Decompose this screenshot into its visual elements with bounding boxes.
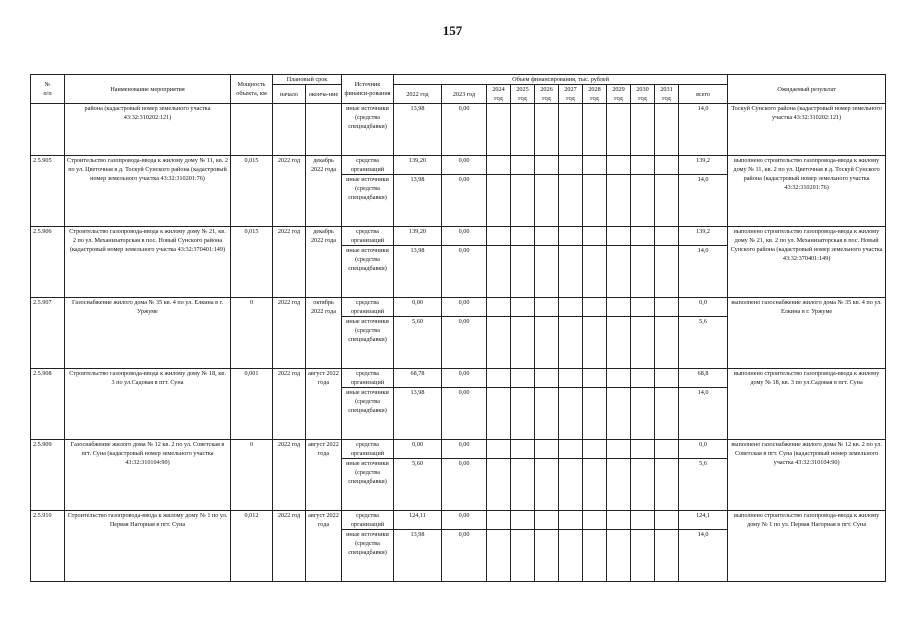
row-start: 2022 год: [273, 227, 306, 298]
source-org: средства организаций: [342, 440, 394, 459]
row-num: [31, 104, 65, 156]
header-year: 2025 год: [511, 85, 535, 104]
value-2022: 5,60: [394, 459, 442, 511]
header-result: Ожидаемый результат: [728, 75, 886, 104]
header-year: 2024 год: [487, 85, 511, 104]
row-capacity: 0: [231, 440, 273, 511]
row-name: Строительство газопровода-ввода к жилому дому № 18, кв. 3 по ул.Садовая в пгт. Суна: [65, 369, 231, 440]
value-total: 14,0: [679, 388, 728, 440]
header-year: 2031 год: [655, 85, 679, 104]
value-2022: 139,20: [394, 227, 442, 246]
row-capacity: 0,012: [231, 511, 273, 582]
header-start: начало: [273, 85, 306, 104]
value-2023: 0,00: [442, 459, 487, 511]
value-2023: 0,00: [442, 388, 487, 440]
value-2022: 5,60: [394, 317, 442, 369]
row-capacity: 0: [231, 298, 273, 369]
source-org: средства организаций: [342, 227, 394, 246]
row-capacity: 0,015: [231, 227, 273, 298]
value-total: 14,0: [679, 530, 728, 582]
row-result: выполнено строительство газопровода-ввода к жилому дому № 1 по ул. Первая Нагорная в пгт. Суна: [728, 511, 886, 582]
value-2022: 13,98: [394, 388, 442, 440]
source-org: средства организаций: [342, 369, 394, 388]
value-2022: 0,00: [394, 440, 442, 459]
value-2023: 0,00: [442, 156, 487, 175]
source-other: иные источники (средства спецнадбавки): [342, 459, 394, 511]
value-total: 0,0: [679, 440, 728, 459]
row-num: 2.5.907: [31, 298, 65, 369]
row-result: выполнено строительство газопровода-ввода к жилому дому № 11, кв. 2 по ул. Цветочная в д. Тоскуй Сунского района (кадастровый номер земельного участка 43:32:310201:76): [728, 156, 886, 227]
header-year: 2022 год: [394, 85, 442, 104]
row-capacity: 0,001: [231, 369, 273, 440]
row-name: района (кадастровый номер земельного участка 43:32:310202:121): [65, 104, 231, 156]
value-total: 5,6: [679, 317, 728, 369]
value-total: 0,0: [679, 298, 728, 317]
value-2023: 0,00: [442, 298, 487, 317]
value-2022: 13,98: [394, 175, 442, 227]
value-2022: 124,11: [394, 511, 442, 530]
value-2023: 0,00: [442, 530, 487, 582]
header-funding: Объем финансирования, тыс. рублей: [394, 75, 728, 85]
row-num: 2.5.910: [31, 511, 65, 582]
row-num: 2.5.908: [31, 369, 65, 440]
source-other: иные источники (средства спецнадбавки): [342, 388, 394, 440]
row-num: 2.5.906: [31, 227, 65, 298]
value-2022: 13,98: [394, 246, 442, 298]
source-org: средства организаций: [342, 511, 394, 530]
row-result: выполнено строительство газопровода-ввода к жилому дому № 21, кв. 2 по ул. Механизаторская в пос. Новый Сунского района (кадастровый номер земельного участка 43:32:370401:149): [728, 227, 886, 298]
header-total: всего: [679, 85, 728, 104]
value-2022: 68,78: [394, 369, 442, 388]
value-2023: 0,00: [442, 227, 487, 246]
table-row: [31, 369, 886, 388]
row-capacity: 0,015: [231, 156, 273, 227]
value-total: 124,1: [679, 511, 728, 530]
row-start: 2022 год: [273, 369, 306, 440]
value-2022: 13,98: [394, 104, 442, 156]
row-end: декабрь 2022 года: [306, 156, 342, 227]
value-2022: 139,20: [394, 156, 442, 175]
header-name: Наименование мероприятия: [65, 75, 231, 104]
row-num: 2.5.905: [31, 156, 65, 227]
row-result: выполнено строительство газопровода-ввода к жилому дому № 18, кв. 3 по ул.Садовая в пгт. Суна: [728, 369, 886, 440]
page-number: 157: [442, 23, 463, 38]
row-name: Строительство газопровода-ввода к жилому дому № 11, кв. 2 по ул. Цветочная в д. Тоскуй Сунского района (кадастровый номер земельного участка 43:32:310201:76): [65, 156, 231, 227]
row-end: август 2022 года: [306, 511, 342, 582]
row-num: 2.5.909: [31, 440, 65, 511]
row-name: Газоснабжение жилого дома № 35 кв. 4 по ул. Елкина в г. Уржуме: [65, 298, 231, 369]
source-org: средства организаций: [342, 156, 394, 175]
value-2023: 0,00: [442, 511, 487, 530]
row-end: август 2022 года: [306, 369, 342, 440]
table-row: [31, 104, 886, 156]
value-2023: 0,00: [442, 246, 487, 298]
header-year: 2029 год: [607, 85, 631, 104]
row-name: Строительство газопровода-ввода к жилому дому № 1 по ул. Первая Нагорная в пгт. Суна: [65, 511, 231, 582]
value-2023: 0,00: [442, 440, 487, 459]
source-other: иные источники (средства спецнадбавки): [342, 246, 394, 298]
table-row: [31, 156, 886, 175]
header-num: № п/п: [31, 75, 65, 104]
value-2023: 0,00: [442, 317, 487, 369]
source-other: иные источники (средства спецнадбавки): [342, 317, 394, 369]
value-total: 14,0: [679, 175, 728, 227]
table-row: [31, 440, 886, 459]
header-planned-term: Плановый срок: [273, 75, 342, 85]
value-2023: 0,00: [442, 369, 487, 388]
row-end: [306, 104, 342, 156]
header-year: 2030 год: [631, 85, 655, 104]
value-total: 139,2: [679, 156, 728, 175]
row-name: Строительство газопровода-ввода к жилому дому № 21, кв. 2 по ул. Механизаторская в пос. Новый Сунского района (кадастровый номер земельного участка 43:32:370401:149): [65, 227, 231, 298]
row-start: 2022 год: [273, 511, 306, 582]
row-start: [273, 104, 306, 156]
source-other: иные источники (средства спецнадбавки): [342, 530, 394, 582]
value-total: 68,8: [679, 369, 728, 388]
row-start: 2022 год: [273, 156, 306, 227]
header-year: 2026 год: [535, 85, 559, 104]
program-table: [30, 74, 886, 582]
row-name: Газоснабжение жилого дома № 12 кв. 2 по ул. Советская в пгт. Суна (кадастровый номер земельного участка 43:32:310104:90): [65, 440, 231, 511]
value-total: 5,6: [679, 459, 728, 511]
source-org: средства организаций: [342, 298, 394, 317]
source-other: иные источники (средства спецнадбавки): [342, 175, 394, 227]
row-result: выполнено газоснабжение жилого дома № 35 кв. 4 по ул. Елкина в г. Уржуме: [728, 298, 886, 369]
table-row: [31, 511, 886, 530]
value-2023: 0,00: [442, 104, 487, 156]
row-end: декабрь 2022 года: [306, 227, 342, 298]
table-row: [31, 298, 886, 317]
row-start: 2022 год: [273, 440, 306, 511]
value-2022: 0,00: [394, 298, 442, 317]
row-capacity: [231, 104, 273, 156]
row-result: Тоскуй Сунского района (кадастровый номер земельного участка 43:32:310202:121): [728, 104, 886, 156]
header-source: Источник финанси-рования: [342, 75, 394, 104]
row-start: 2022 год: [273, 298, 306, 369]
row-end: август 2022 года: [306, 440, 342, 511]
value-total: 14,0: [679, 104, 728, 156]
header-end: оконча-ние: [306, 85, 342, 104]
row-end: октябрь 2022 года: [306, 298, 342, 369]
source-other: иные источники (средства спецнадбавки): [342, 104, 394, 156]
row-result: выполнено газоснабжение жилого дома № 12 кв. 2 по ул. Советская в пгт. Суна (кадастровый номер земельного участка 43:32:310104:90): [728, 440, 886, 511]
header-capacity: Мощность объекта, км: [231, 75, 273, 104]
value-2023: 0,00: [442, 175, 487, 227]
value-2022: 13,98: [394, 530, 442, 582]
value-total: 139,2: [679, 227, 728, 246]
value-total: 14,0: [679, 246, 728, 298]
header-year: 2028 год: [583, 85, 607, 104]
table-row: [31, 227, 886, 246]
header-year: 2027 год: [559, 85, 583, 104]
header-year: 2023 год: [442, 85, 487, 104]
